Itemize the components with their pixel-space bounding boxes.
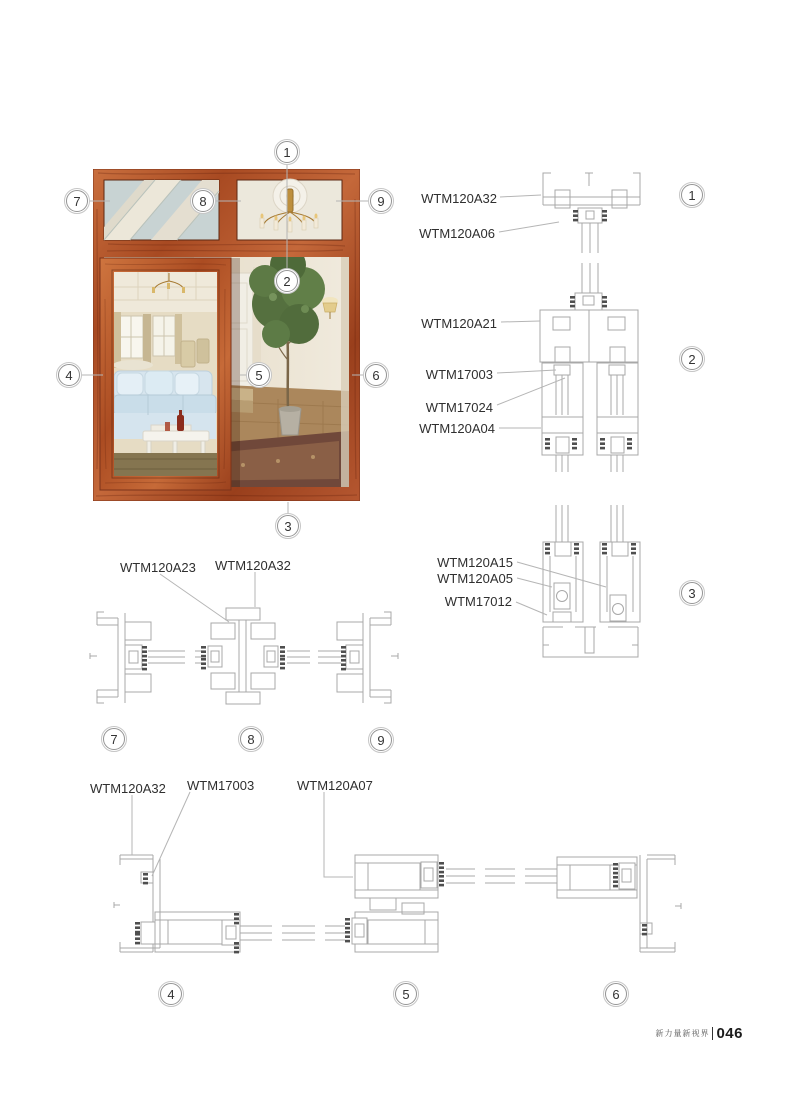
part-label: WTM120A05 [437,571,513,586]
horizontal-section-diagrams-456 [110,850,690,960]
part-label: WTM120A32 [90,781,166,796]
glass-lines [582,223,598,293]
section-5-sash-overlap [352,855,557,952]
section-badge-4: 4 [158,981,184,1007]
part-label: WTM120A32 [215,558,291,573]
section-badge-9: 9 [368,727,394,753]
roller-wheel [557,591,568,602]
page-footer [655,1025,743,1042]
part-label: WTM120A06 [419,226,495,241]
sash-pane-scene [113,272,217,476]
callout-8: 8 [190,188,216,214]
glass-lines [240,926,345,940]
section-badge-7: 7 [101,726,127,752]
part-label: WTM120A23 [120,560,196,575]
part-label: WTM120A32 [421,191,497,206]
section-6-right-jamb [557,855,681,952]
part-label: WTM17012 [444,594,512,609]
part-label: WTM17003 [187,778,255,793]
part-label: WTM120A07 [297,778,373,793]
brush-seals [545,210,636,554]
red-decanter [177,415,184,431]
section-badge-3: 3 [679,580,705,606]
window-product-photo [93,169,360,501]
part-label: WTM17024 [425,400,493,415]
glass-lines [556,455,568,542]
section-1-head-profile [543,173,640,293]
footer-brand-text: 新力量新视界 [655,1029,710,1038]
section-7-left-jamb [90,612,185,703]
glass-lines [148,651,185,663]
callout-1: 1 [274,139,300,165]
section-badge-6: 6 [603,981,629,1007]
callout-7: 7 [64,188,90,214]
callout-2: 2 [274,268,300,294]
glass-lines [287,651,341,663]
section-2-transom-profile [540,293,638,542]
section-9-right-jamb [337,612,398,703]
callout-4: 4 [56,362,82,388]
section-badge-8: 8 [238,726,264,752]
horizontal-section-diagrams-789 [85,600,400,712]
footer-divider [712,1027,713,1040]
glass-lines [446,869,557,883]
callout-3: 3 [275,513,301,539]
section-4-left-jamb [114,855,345,952]
callout-5: 5 [246,362,272,388]
section-badge-2: 2 [679,346,705,372]
part-label: WTM120A04 [419,421,495,436]
part-label: WTM120A21 [421,316,497,331]
callout-6: 6 [363,362,389,388]
section-badge-1: 1 [679,182,705,208]
section-badge-5: 5 [393,981,419,1007]
part-label: WTM17003 [425,367,493,382]
page-number: 046 [716,1025,743,1042]
roller-wheel [613,604,624,615]
brush-seals [142,646,346,670]
section-8-interlock [208,608,341,704]
section-3-sill-profile [543,542,640,657]
part-label: WTM120A15 [437,555,513,570]
glass-lines [611,455,623,542]
transom-right-pane [237,179,342,240]
callout-9: 9 [368,188,394,214]
sliding-sash [100,258,231,490]
